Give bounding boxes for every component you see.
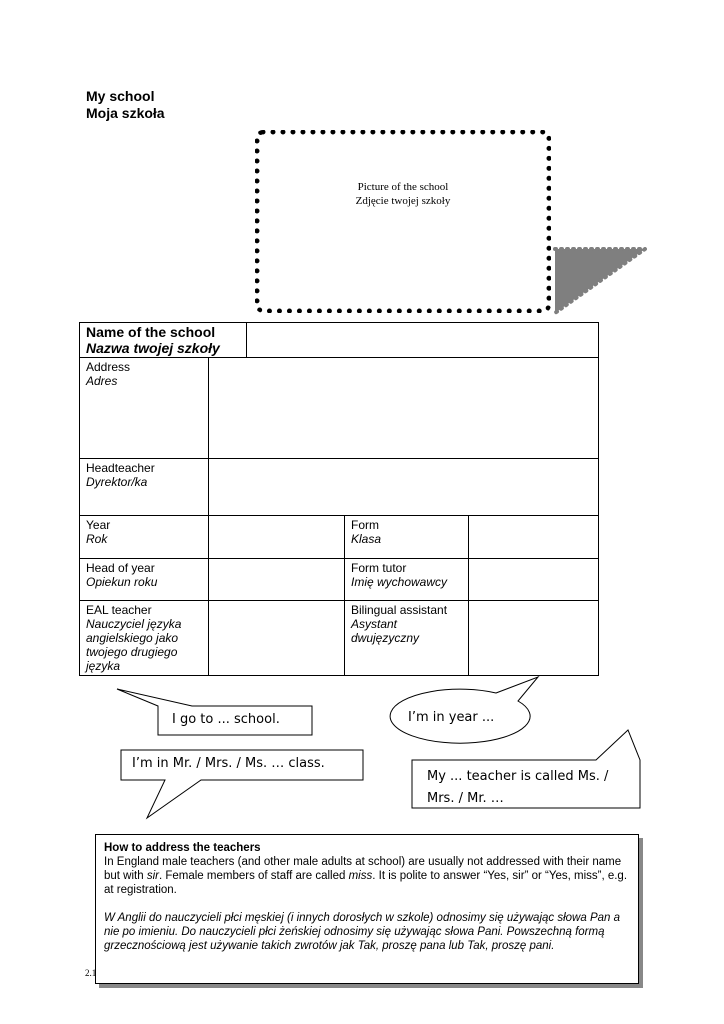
year-label-en: Year [86, 518, 111, 532]
head-of-year-label-en: Head of year [86, 561, 155, 575]
form-tutor-label-en: Form tutor [351, 561, 407, 575]
infobox-polish-paragraph: W Anglii do nauczycieli płci męskiej (i innych dorosłych w szkole) odnosimy się używając słowa Pan a nie po imieniu. Do nauczycieli płci żeńskiej odnosimy się używając słowa Pani. Powszechną formą grzecznościową jest używanie takich zwrotów jak Tak, proszę pana lub Tak, proszę pani. [104, 912, 621, 952]
form-tutor-label-pl: Imię wychowawcy [351, 575, 448, 589]
picture-caption-english: Picture of the school [357, 181, 449, 193]
bilingual-assistant-label-pl: Asystant dwujęzyczny [351, 617, 420, 645]
head-of-year-label-pl: Opiekun roku [86, 575, 158, 589]
headteacher-label-en: Headteacher [86, 461, 155, 475]
year-label-pl: Rok [86, 532, 108, 546]
bubble-school-text: I go to ... school. [172, 712, 280, 727]
school-name-label-pl: Nazwa twojej szkoły [86, 340, 220, 356]
infobox-en-part1: In England male teachers (and other male adults at school) are usually not addressed with their name but with [104, 856, 622, 882]
heading-polish: Moja szkoła [86, 105, 165, 121]
form-label-pl: Klasa [351, 532, 382, 546]
form-label-en: Form [351, 518, 379, 532]
eal-teacher-label-en: EAL teacher [86, 603, 152, 617]
picture-caption-polish: Zdjęcie twojej szkoły [355, 195, 451, 207]
bubble-teacher-line1: My ... teacher is called Ms. / [427, 769, 609, 784]
headteacher-label-pl: Dyrektor/ka [86, 475, 148, 489]
address-label-en: Address [86, 360, 131, 374]
infobox-title: How to address the teachers [104, 842, 261, 854]
infobox-en-part3: . It is polite to answer “Yes, sir” or “Yes, miss”, e.g. at registration. [104, 870, 628, 896]
bubble-teacher-line2: Mrs. / Mr. … [427, 791, 504, 806]
bubble-year-text: I’m in year ... [408, 710, 495, 725]
how-to-address-teachers-box [95, 834, 639, 984]
infobox-en-miss: miss [348, 870, 373, 882]
bubble-class-text: I’m in Mr. / Mrs. / Ms. … class. [132, 756, 325, 771]
eal-teacher-label-pl: Nauczyciel języka angielskiego jako twojego drugiego języka [86, 617, 182, 673]
infobox-en-sir: sir [146, 870, 159, 882]
heading-english: My school [86, 88, 155, 104]
bubble-teacher-text [427, 766, 608, 810]
infobox-english-paragraph [104, 855, 630, 897]
bilingual-assistant-label-en: Bilingual assistant [351, 603, 448, 617]
school-name-label-en: Name of the school [86, 324, 216, 340]
page-number: 2.1 [85, 968, 97, 978]
address-label-pl: Adres [86, 374, 118, 388]
infobox-en-part2: . Female members of staff are called [158, 870, 349, 882]
